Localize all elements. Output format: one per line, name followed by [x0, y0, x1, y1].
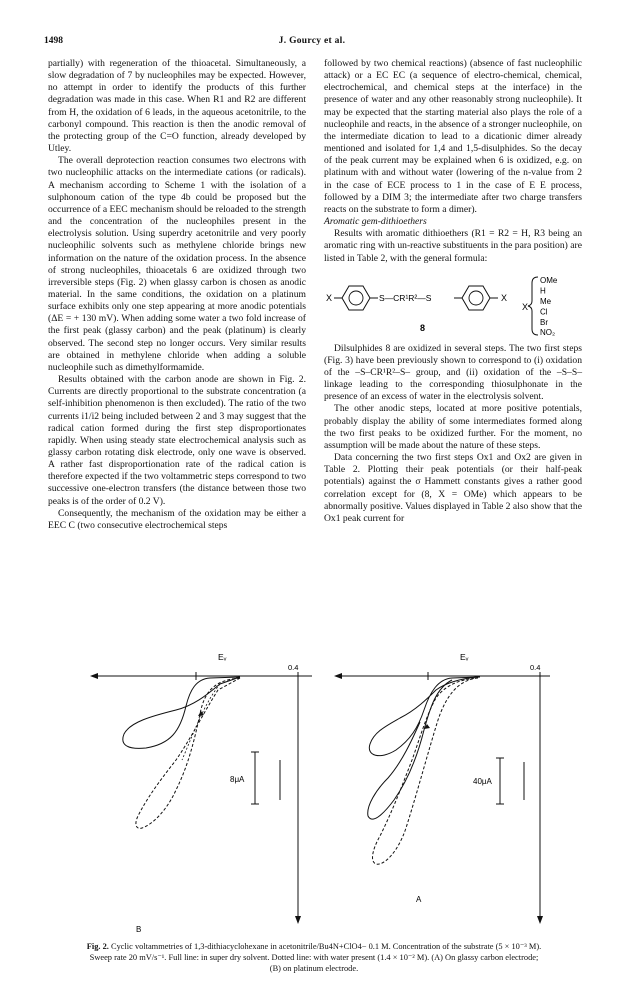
- formula-x-label: X: [522, 301, 529, 312]
- right-paragraph-2: Results with aromatic dithioethers (R1 = R2 = H, R3 being an aromatic ring with un-reactive substituents in the para position) are listed in Table 2, with the general formula:: [324, 228, 582, 264]
- formula-x-right: X: [501, 292, 508, 303]
- voltammogram-figure: [80, 640, 550, 940]
- panel-a-scale-label: 40μA: [473, 777, 492, 786]
- running-head: J. Gourcy et al.: [278, 36, 346, 46]
- formula-structure: [324, 271, 582, 337]
- figure-caption: [84, 941, 544, 974]
- substituent-2: H: [540, 286, 546, 296]
- chemical-formula: [324, 271, 582, 337]
- panel-a: [334, 652, 550, 924]
- caption-text: Cyclic voltammetries of 1,3-dithiacyclohexane in acetonitrile/Bu4N+ClO4− 0.1 M. Concentration of the substrate (5 × 10⁻³ M). Sweep rate 20 mV/s⁻¹. Full line: in super dry solvent. Dotted line: with water present (1.4 × 10⁻² M). (A) On glassy carbon electrode; (B) on platinum electrode.: [89, 942, 542, 973]
- left-paragraph-4: Consequently, the mechanism of the oxidation may be either a EEC C (two consecutive electrochemical steps: [48, 507, 306, 531]
- panel-a-letter: A: [416, 895, 422, 904]
- substituent-5: Br: [540, 317, 548, 327]
- substituent-1: OMe: [540, 275, 558, 285]
- panel-a-full-curve-2: [368, 680, 452, 819]
- substituent-4: Cl: [540, 307, 548, 317]
- right-paragraph-1: followed by two chemical reactions) (absence of fast nucleophilic attack) or a EC EC (a sequence of electro-chemical, chemical, electrochemical, and chemical steps at the interface) in the presence of water and any other reasonably strong nucleophile). It may be expected that the starting material also plays the role of a nucleophile and reacts, in the absence of a stronger nucleophile, on the intermediate dication to lead to a dicationic dimer already mentioned and isolated for 1,4 and 1,5-disulphides. So the decay of the peak current may be explained when 6 is oxidized, e.g. on platinum with and without water (lowering of the n-value from 2 in the case of ECE process to 1 in the case of E E process, followed by a DIM 3; the intermediate after two charge transfers reacts on the substrate to form a dimer).: [324, 58, 582, 215]
- formula-bridge: S—CR¹R²—S: [379, 292, 432, 303]
- panel-a-tick-04: 0.4: [530, 663, 541, 672]
- left-paragraph-3: Results obtained with the carbon anode are shown in Fig. 2. Currents are directly proportional to the substrate concentration (a self-inhibition phenomenon is then excluded). The ratio of the two currents i1/i2 being included between 2 and 3 may suggest that the radical cation formed during the first step disproportionates rapidly. When using steady state electrochemical analysis such as glassy carbon rotating disk electrode, only one wave is observed. A rather fast disproportionation rate of the radical cation is therefore expected if the two voltammetric steps correspond to two successive one-electron transfers (the distance between those two peaks is of the order of 0.2 V).: [48, 374, 306, 507]
- right-paragraph-4: The other anodic steps, located at more positive potentials, probably display the ability of some intermediates formed along the two first peaks to be oxidized further. For the moment, no assumption will be made about the nature of these steps.: [324, 403, 582, 451]
- left-paragraph-1: partially) with regeneration of the thioacetal. Simultaneously, a slow degradation of 7 by nucleophiles may be expected. However, no attempt in order to identify the products of this further degradation was made in this case. When R1 and R2 are different from H, the oxidation of 6 leads, in the aqueous acetonitrile, to the carbonyl compound. This reaction is then the anodic removal of the protecting group of the C=O function, already developed by Utley.: [48, 58, 306, 155]
- right-paragraph-5: Data concerning the two first steps Ox1 and Ox2 are given in Table 2. Plotting their peak potentials (or their half-peak potentials) against the σ Hammett constants gives a rather good correlation except for (8, X = OMe) which appears to be abnormally positive. Values displayed in Table 2 also show that the Ox1 peak current for: [324, 452, 582, 524]
- right-paragraph-3: Dilsulphides 8 are oxidized in several steps. The two first steps (Fig. 3) have been previously shown to correspond to (i) oxidation of the –S–CR¹R²–S– group, and (ii) oxidation of the –S–S– linkage leading to the corresponding thiosulphonate in the presence of an excess of water in the electrolysis solvent.: [324, 342, 582, 403]
- panel-a-axis-label: Eᵥ: [460, 652, 469, 662]
- panel-b-tick-04: 0.4: [288, 663, 299, 672]
- panel-b: [90, 652, 312, 934]
- substituent-3: Me: [540, 296, 552, 306]
- caption-label: Fig. 2.: [86, 942, 109, 951]
- benzene-ring-right: [462, 286, 490, 310]
- figure-2: [80, 640, 550, 940]
- compound-number: 8: [420, 322, 426, 333]
- left-paragraph-2: The overall deprotection reaction consumes two electrons with two nucleophilic attacks on the intermediate cations (or radicals). A mechanism according to Scheme 1 with the isolation of a sulphonoum cation of the type 4b could be proposed but the occurrence of a EEC mechanism should be reloaded to the strength and the concentration of the nucleophiles present in the electrolysis solution. Using superdry acetonitrile and very poorly nucleophilic solvents such as methylene chloride brings new information on the nature of the oxidation process. In the absence of strong nucleophiles, thioacetals 6 are oxidized through two irreversible steps (Fig. 2) when glassy carbon is chosen as anodic material. In the same conditions, the oxidation on a platinum surface exhibits only one step appearing at more anodic potentials (ΔE = + 130 mV). When adding some water a two fold increase of the first peak (glassy carbon) and the peak (platinum) is clearly observed. The second step no longer occurs. Very similar results are obtained in methylene chloride when adding a soluble nucleophile such as dimethylformamide.: [48, 155, 306, 373]
- panel-b-letter: B: [136, 925, 142, 934]
- substituent-6: NO₂: [540, 327, 556, 337]
- panel-a-full-curve-1: [369, 677, 480, 756]
- panel-b-axis-label: Eᵥ: [218, 652, 227, 662]
- right-column: [324, 58, 582, 525]
- section-heading: Aromatic gem-dithioethers: [324, 216, 427, 228]
- benzene-ring-left: [342, 286, 370, 310]
- formula-x-left: X: [326, 292, 333, 303]
- left-column: [48, 58, 306, 532]
- page-header: [44, 36, 580, 50]
- substituent-brace: [528, 277, 538, 335]
- panel-b-scale-label: 8μA: [230, 775, 245, 784]
- page-number: 1498: [44, 36, 63, 46]
